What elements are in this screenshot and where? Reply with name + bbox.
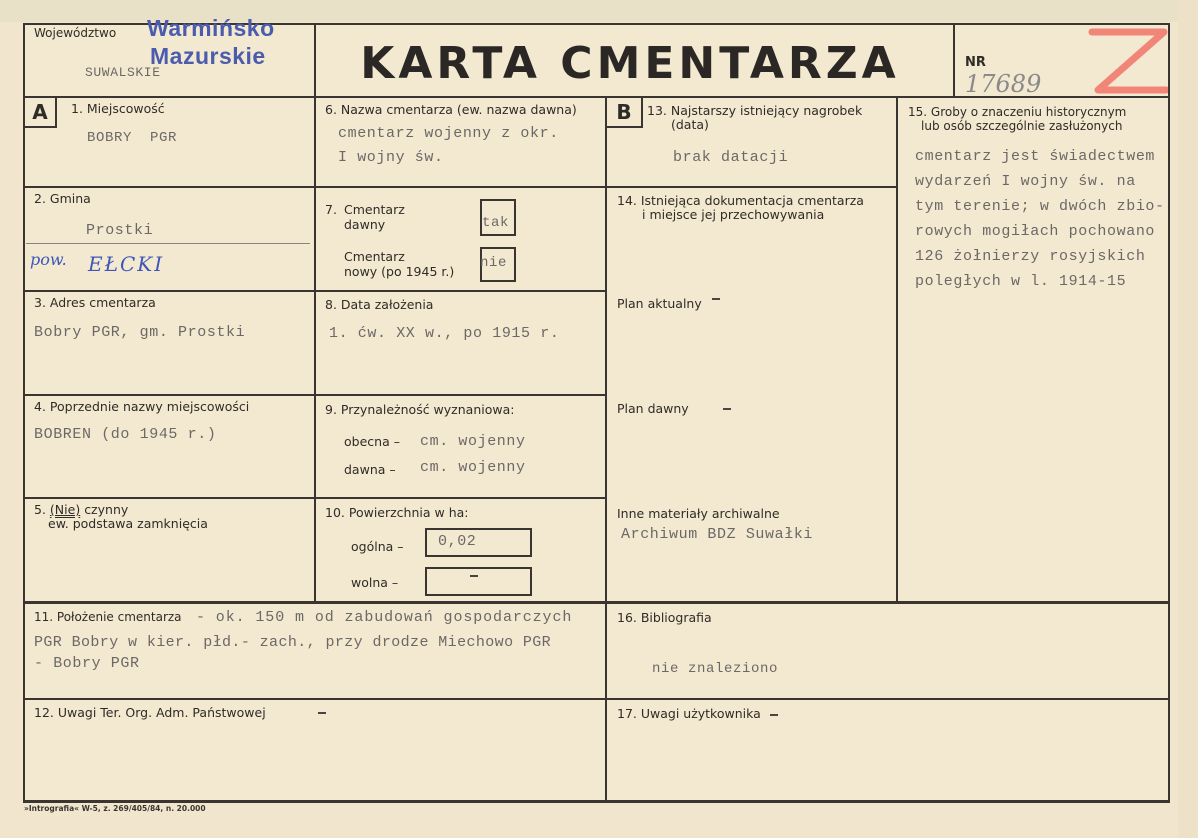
- f1-value: BOBRY PGR: [87, 130, 178, 146]
- plan-former-label: Plan dawny: [617, 401, 689, 416]
- f9-label: 9. Przynależność wyznaniowa:: [325, 402, 515, 417]
- red-z-mark-icon: [1088, 26, 1168, 98]
- f10-label: 10. Powierzchnia w ha:: [325, 505, 469, 520]
- f9-former-value: cm. wojenny: [420, 459, 526, 476]
- plan-former-dash: [723, 408, 731, 410]
- nr-label: NR: [965, 55, 986, 70]
- frame-left: [23, 23, 25, 801]
- f12-value-dash: [318, 712, 326, 714]
- f9-former-label: dawna –: [344, 462, 396, 477]
- f10-total-label: ogólna –: [351, 539, 404, 554]
- other-archives-value: Archiwum BDZ Suwałki: [621, 526, 814, 543]
- f7-old-label-line1: Cmentarz: [344, 202, 405, 217]
- voivodeship-label: Województwo: [34, 26, 117, 40]
- row-divider: [23, 186, 607, 188]
- f13-label-line1: 13. Najstarszy istniejący nagrobek: [647, 103, 863, 118]
- f5-rest: czynny: [84, 502, 129, 517]
- frame-right: [1168, 23, 1170, 801]
- header-divider-2: [953, 23, 955, 98]
- f1-label: 1. Miejscowość: [71, 101, 165, 116]
- f5-label-line2: ew. podstawa zamknięcia: [48, 516, 208, 531]
- f9-current-label: obecna –: [344, 434, 400, 449]
- f5-label: [34, 502, 128, 517]
- plan-current-label: Plan aktualny: [617, 296, 702, 311]
- gmina-underline: [26, 243, 310, 244]
- section-b-letter: B: [607, 98, 643, 128]
- header-divider-1: [314, 23, 316, 98]
- col-divider-1: [314, 96, 316, 602]
- f15-value-line: 126 żołnierzy rosyjskich: [915, 248, 1146, 265]
- section-a-letter: A: [25, 98, 57, 128]
- f6-value-line1: cmentarz wojenny z okr.: [338, 125, 559, 142]
- f4-label: 4. Poprzednie nazwy miejscowości: [34, 399, 250, 414]
- paper-right-edge: [1178, 0, 1198, 838]
- f15-value-line: poległych w l. 1914-15: [915, 273, 1127, 290]
- f11-value-line2: PGR Bobry w kier. płd.- zach., przy drodze Miechowo PGR: [34, 634, 552, 651]
- f15-value-line: cmentarz jest świadectwem: [915, 148, 1156, 165]
- f7-label: 7.: [325, 202, 337, 217]
- f10-free-value-dash: [470, 575, 478, 577]
- f7-new-label-line1: Cmentarz: [344, 249, 405, 264]
- row-divider: [23, 601, 1170, 604]
- voivodeship-stamp-line1: Warmińsko: [147, 15, 275, 41]
- f7-old-value: tak: [482, 215, 510, 231]
- row-divider: [605, 186, 898, 188]
- f7-old-label-line2: dawny: [344, 217, 386, 232]
- f15-value-line: tym terenie; w dwóch zbio-: [915, 198, 1165, 215]
- f17-label: 17. Uwagi użytkownika: [617, 706, 761, 721]
- f15-value-line: wydarzeń I wojny św. na: [915, 173, 1136, 190]
- row-divider: [23, 497, 607, 499]
- f13-value: brak datacji: [673, 149, 789, 166]
- print-footer: »Intrografia« W-5, z. 269/405/84, n. 20.000: [24, 804, 206, 813]
- row-divider: [23, 290, 607, 292]
- f11-label: 11. Położenie cmentarza: [34, 610, 182, 624]
- plan-current-dash: [712, 298, 720, 300]
- f4-value: BOBREN (do 1945 r.): [34, 426, 217, 443]
- voivodeship-typed-value: SUWALSKIE: [85, 65, 161, 80]
- other-archives-label: Inne materiały archiwalne: [617, 506, 780, 521]
- f2-label: 2. Gmina: [34, 191, 91, 206]
- f8-label: 8. Data założenia: [325, 297, 434, 312]
- f15-label-line1: 15. Groby o znaczeniu historycznym: [908, 105, 1127, 119]
- f3-value: Bobry PGR, gm. Prostki: [34, 324, 246, 341]
- f11-value-line3: - Bobry PGR: [34, 655, 140, 672]
- f3-label: 3. Adres cmentarza: [34, 295, 156, 310]
- f2-value: Prostki: [86, 222, 154, 239]
- f17-value-dash: [770, 714, 778, 716]
- card-title: KARTA CMENTARZA: [360, 38, 900, 89]
- f8-value: 1. ćw. XX w., po 1915 r.: [329, 325, 560, 342]
- f16-label: 16. Bibliografia: [617, 610, 712, 625]
- f2-hand-prefix: pow.: [30, 250, 67, 269]
- frame-bottom: [23, 800, 1170, 803]
- row-divider: [23, 698, 1170, 700]
- nr-value: 17689: [965, 70, 1042, 98]
- f6-value-line2: I wojny św.: [338, 149, 444, 166]
- f13-label-line2: (data): [671, 117, 709, 132]
- f16-value: nie znaleziono: [652, 661, 779, 677]
- f15-value: [915, 144, 1165, 294]
- f15-value-line: rowych mogiłach pochowano: [915, 223, 1156, 240]
- f9-current-value: cm. wojenny: [420, 433, 526, 450]
- f15-label-line2: lub osób szczególnie zasłużonych: [921, 119, 1123, 133]
- f14-label-line2: i miejsce jej przechowywania: [642, 207, 825, 222]
- f7-new-value: nie: [480, 255, 508, 271]
- col-divider-3: [896, 96, 898, 602]
- f6-label: 6. Nazwa cmentarza (ew. nazwa dawna): [325, 102, 577, 117]
- row-divider: [23, 394, 607, 396]
- f11-value-line1: - ok. 150 m od zabudowań gospodarczych: [196, 609, 573, 626]
- col-divider-2: [605, 96, 607, 800]
- f5-nie-underlined: (Nie): [49, 502, 81, 517]
- f7-new-label-line2: nowy (po 1945 r.): [344, 264, 455, 279]
- f12-label: 12. Uwagi Ter. Org. Adm. Państwowej: [34, 705, 266, 720]
- f2-hand-value: EŁCKI: [88, 252, 165, 276]
- voivodeship-stamp-line2: Mazurskie: [150, 43, 266, 69]
- f5-num: 5.: [34, 502, 46, 517]
- f10-total-value: 0,02: [438, 533, 477, 550]
- f14-label-line1: 14. Istniejąca dokumentacja cmentarza: [617, 193, 864, 208]
- f10-free-field[interactable]: [425, 567, 532, 596]
- f10-free-label: wolna –: [351, 575, 399, 590]
